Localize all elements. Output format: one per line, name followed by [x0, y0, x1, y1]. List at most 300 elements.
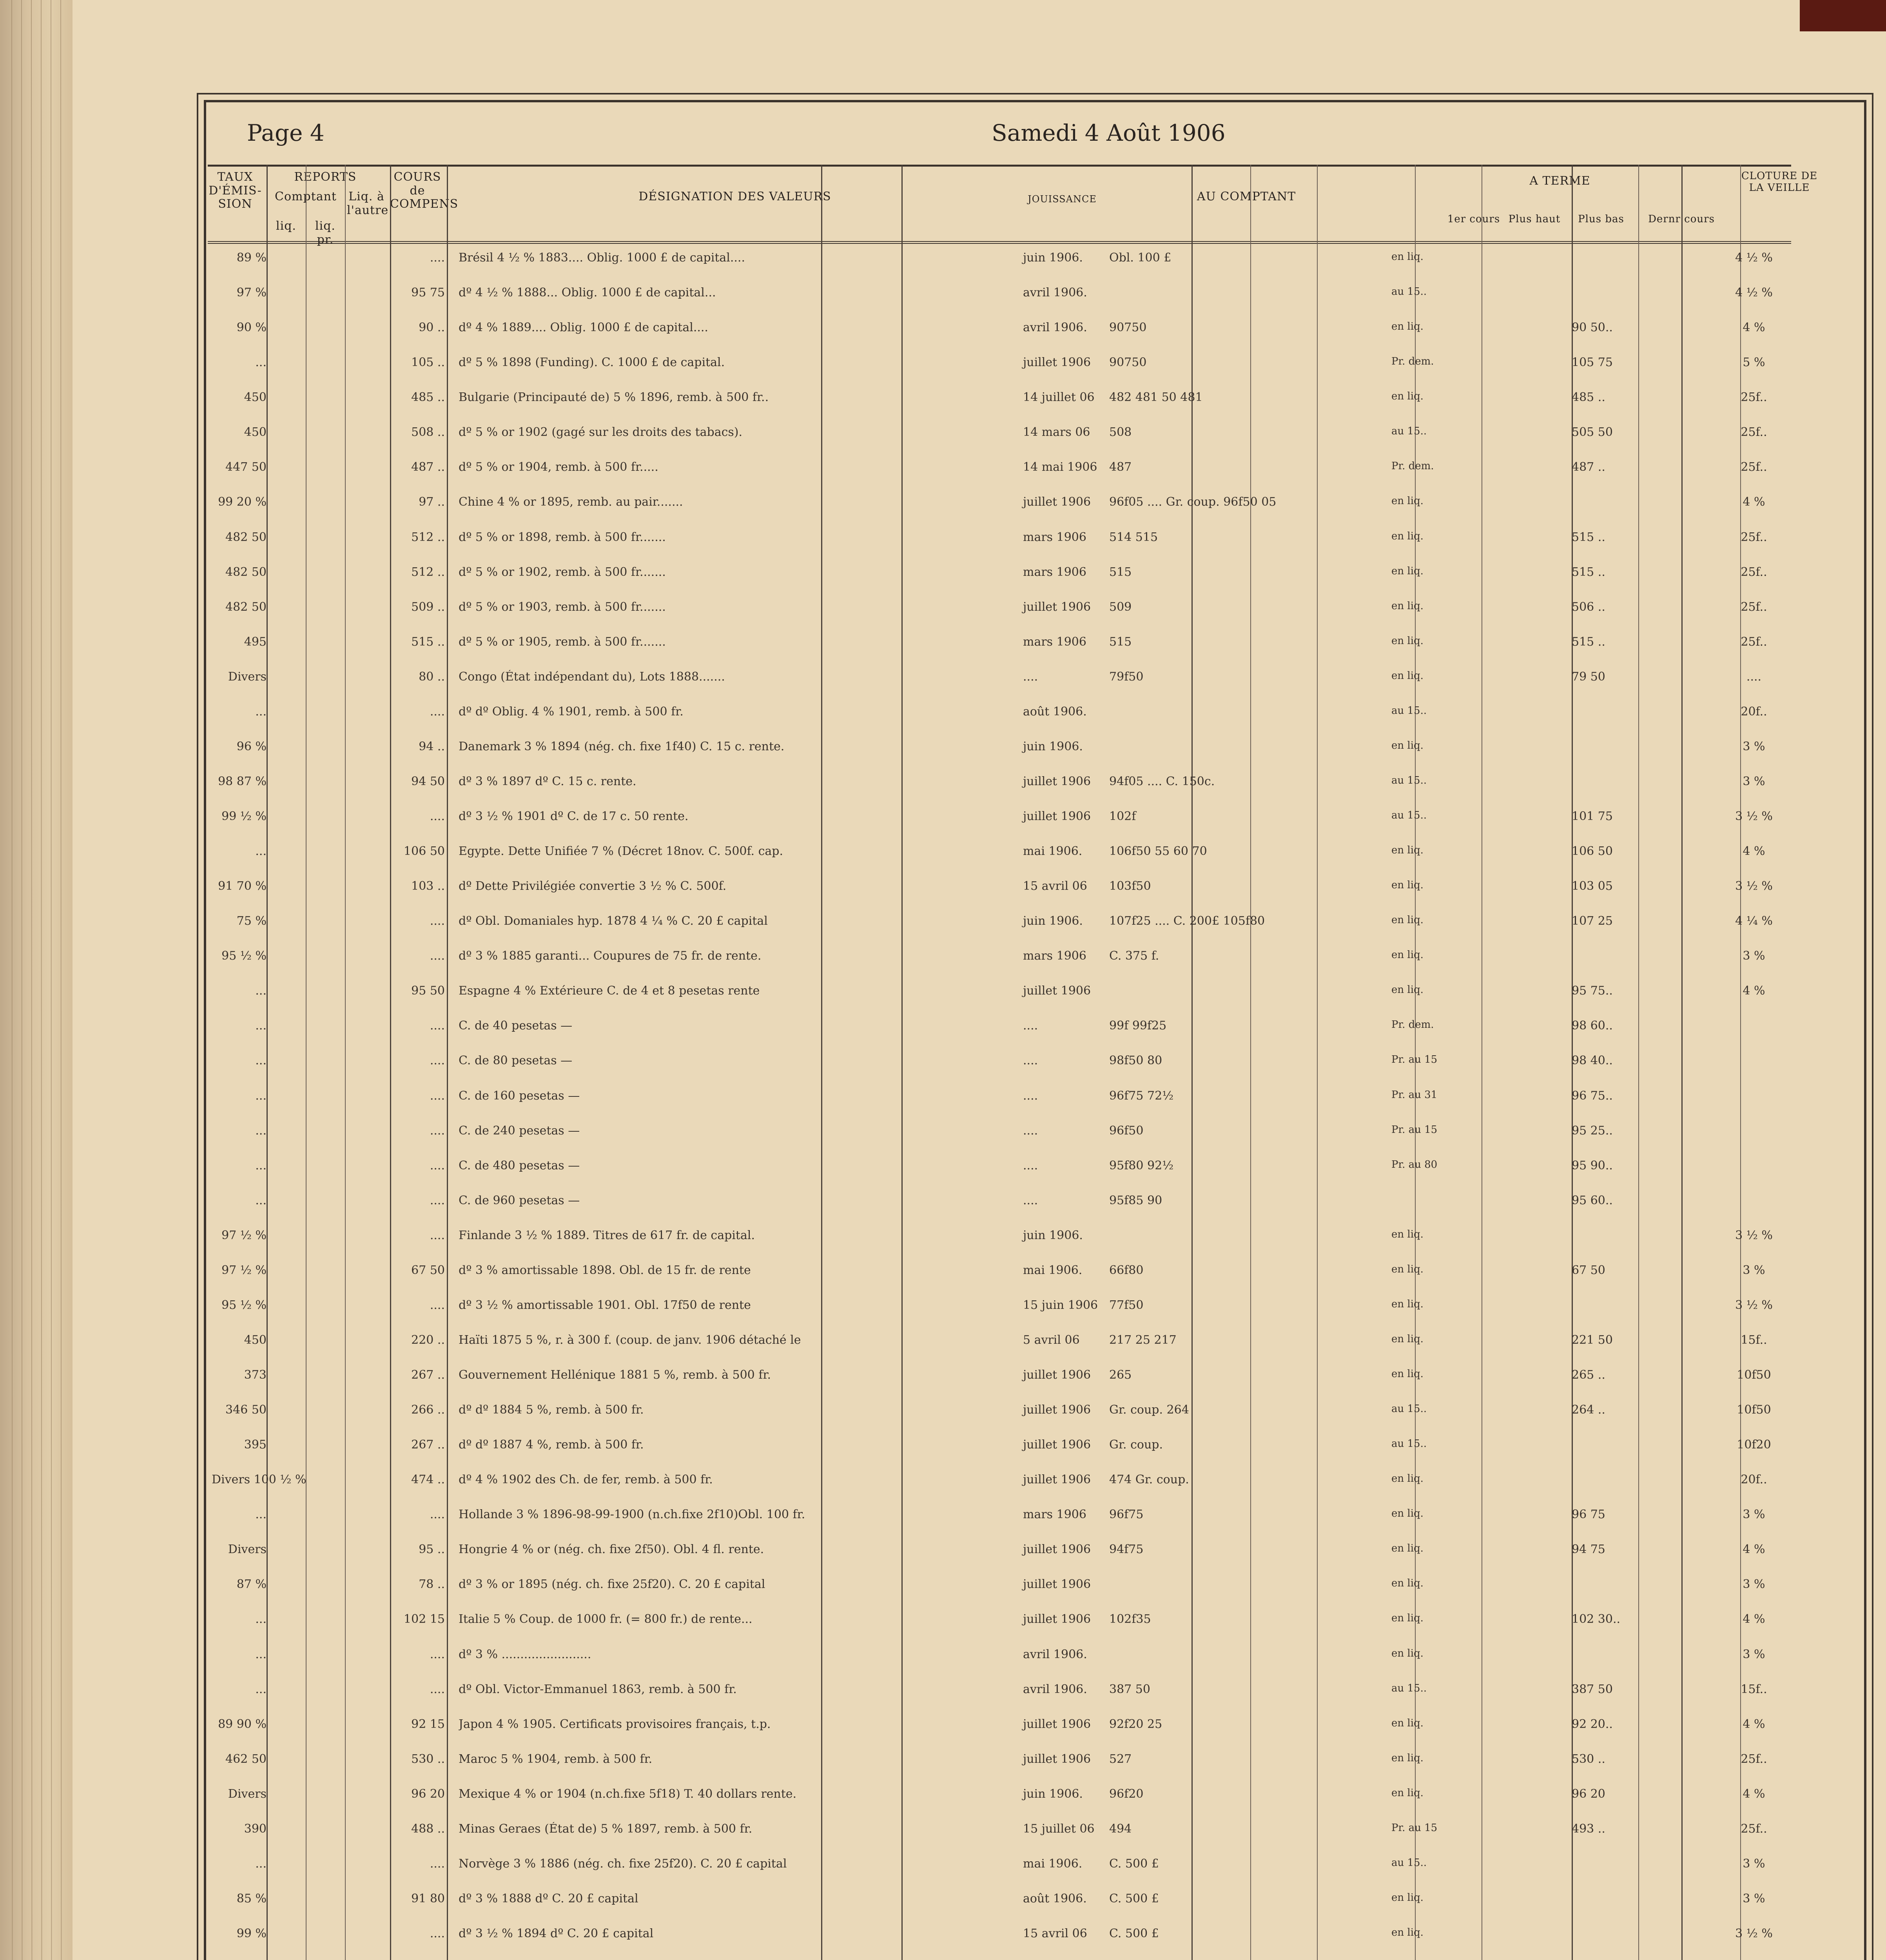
- book-fold: [0, 0, 73, 1960]
- cell-terme: au 15..: [1391, 425, 1427, 437]
- quotation-table: [208, 251, 1791, 1960]
- cell-taux: 90 %: [236, 321, 267, 334]
- cell-terme: Pr. au 15: [1391, 1054, 1438, 1065]
- cell-desig: Minas Geraes (État de) 5 % 1897, remb. à 500 fr.: [459, 1822, 753, 1836]
- cell-inter: ....: [1746, 670, 1762, 684]
- cell-desig: Danemark 3 % 1894 (nég. ch. fixe 1f40) C. 15 c. rente.: [459, 740, 785, 753]
- cell-cours: 512 ..: [411, 530, 445, 544]
- cell-terme: en liq.: [1391, 251, 1424, 263]
- table-row: [208, 1368, 1791, 1396]
- cell-clot: 515 ..: [1572, 635, 1605, 649]
- cell-inter: 3 ½ %: [1735, 1298, 1773, 1312]
- cell-jouis: ....: [1023, 1054, 1038, 1067]
- cell-compt: 494: [1109, 1822, 1132, 1836]
- cell-compt: 66f80: [1109, 1263, 1144, 1277]
- cell-cours: 78 ..: [419, 1577, 445, 1591]
- cell-clot: 67 50: [1572, 1263, 1605, 1277]
- cell-cours: ....: [430, 949, 445, 963]
- cell-cours: ....: [430, 1508, 445, 1521]
- table-row: [208, 984, 1791, 1011]
- cell-compt: 102f35: [1109, 1612, 1151, 1626]
- cell-taux: 373: [244, 1368, 267, 1382]
- cell-terme: en liq.: [1391, 670, 1424, 682]
- cell-cours: 485 ..: [411, 390, 445, 404]
- table-row: [208, 1159, 1791, 1186]
- cell-taux: Divers: [228, 670, 267, 684]
- cell-compt: 98f50 80: [1109, 1054, 1162, 1067]
- cell-clot: 94 75: [1572, 1543, 1605, 1556]
- cell-inter: 15f..: [1741, 1333, 1767, 1347]
- header-liq-pr: liq. pr.: [315, 219, 335, 247]
- cell-compt: Obl. 100 £: [1109, 251, 1171, 265]
- cell-cours: 95 ..: [419, 1543, 445, 1556]
- cell-compt: 515: [1109, 565, 1132, 579]
- cell-desig: dº 3 ½ % 1894 dº C. 20 £ capital: [459, 1927, 654, 1940]
- cell-cours: 267 ..: [411, 1438, 445, 1452]
- cell-terme: au 15..: [1391, 1438, 1427, 1450]
- cell-compt: 96f50: [1109, 1124, 1144, 1138]
- cell-jouis: 15 juillet 06: [1023, 1822, 1095, 1836]
- cell-inter: 25f..: [1741, 565, 1767, 579]
- cell-cours: 267 ..: [411, 1368, 445, 1382]
- table-row: [208, 1124, 1791, 1151]
- cell-taux: 99 ½ %: [221, 809, 267, 823]
- cell-compt: 514 515: [1109, 530, 1158, 544]
- cell-desig: Finlande 3 ½ % 1889. Titres de 617 fr. de capital.: [459, 1229, 755, 1242]
- cell-desig: dº 3 % 1885 garanti... Coupures de 75 fr. de rente.: [459, 949, 762, 963]
- cell-cours: 103 ..: [411, 879, 445, 893]
- cell-cours: 509 ..: [411, 600, 445, 614]
- cell-desig: dº 3 % 1888 dº C. 20 £ capital: [459, 1892, 638, 1906]
- cell-inter: 3 %: [1743, 1648, 1765, 1661]
- cell-inter: 10f50: [1737, 1403, 1771, 1417]
- table-row: [208, 1263, 1791, 1291]
- header-premier-cours: 1er cours: [1447, 213, 1500, 225]
- cell-desig: C. de 80 pesetas —: [459, 1054, 573, 1067]
- cell-inter: 25f..: [1741, 460, 1767, 474]
- table-row: [208, 914, 1791, 942]
- table-row: [208, 1822, 1791, 1849]
- cell-clot: 98 60..: [1572, 1019, 1613, 1033]
- cell-compt: 106f50 55 60 70: [1109, 844, 1207, 858]
- cell-inter: 4 ¼ %: [1735, 914, 1773, 928]
- cell-cours: 106 50: [404, 844, 445, 858]
- cell-compt: 94f05 .... C. 150c.: [1109, 775, 1215, 788]
- cell-compt: 90750: [1109, 321, 1147, 334]
- cell-cours: 474 ..: [411, 1473, 445, 1486]
- cell-desig: dº 4 % 1889.... Oblig. 1000 £ de capital....: [459, 321, 708, 334]
- cell-desig: dº dº 1887 4 %, remb. à 500 fr.: [459, 1438, 644, 1452]
- cell-taux: 450: [244, 390, 267, 404]
- cell-compt: 387 50: [1109, 1682, 1150, 1696]
- cell-terme: en liq.: [1391, 530, 1424, 542]
- table-row: [208, 1333, 1791, 1361]
- cell-desig: dº 3 % amortissable 1898. Obl. de 15 fr. de rente: [459, 1263, 751, 1277]
- cell-inter: 3 %: [1743, 1263, 1765, 1277]
- table-row: [208, 1787, 1791, 1815]
- header-a-terme: A TERME: [1529, 174, 1590, 188]
- cell-jouis: août 1906.: [1023, 1892, 1087, 1906]
- cell-compt: 96f75: [1109, 1508, 1144, 1521]
- cell-jouis: juillet 1906: [1023, 809, 1091, 823]
- cell-taux: ...: [255, 1857, 267, 1871]
- cell-clot: 103 05: [1572, 879, 1613, 893]
- cell-taux: ...: [255, 1682, 267, 1696]
- table-row: [208, 356, 1791, 383]
- cell-jouis: juillet 1906: [1023, 600, 1091, 614]
- cell-taux: 98 87 %: [218, 775, 267, 788]
- binding-tab: [1800, 0, 1886, 31]
- cell-jouis: avril 1906.: [1023, 1682, 1087, 1696]
- cell-taux: ...: [255, 1054, 267, 1067]
- cell-terme: au 15..: [1391, 1682, 1427, 1694]
- cell-cours: ....: [430, 1857, 445, 1871]
- cell-compt: 217 25 217: [1109, 1333, 1177, 1347]
- cell-cours: ....: [430, 1194, 445, 1207]
- cell-desig: dº 3 ½ % amortissable 1901. Obl. 17f50 de rente: [459, 1298, 751, 1312]
- cell-terme: Pr. au 15: [1391, 1822, 1438, 1834]
- table-row: [208, 1089, 1791, 1116]
- cell-inter: 4 %: [1743, 984, 1765, 998]
- cell-cours: ....: [430, 1927, 445, 1940]
- cell-compt: 508: [1109, 425, 1132, 439]
- cell-desig: dº 4 ½ % 1888... Oblig. 1000 £ de capital...: [459, 286, 716, 299]
- cell-inter: 4 %: [1743, 1717, 1765, 1731]
- cell-cours: ....: [430, 1682, 445, 1696]
- cell-compt: C. 375 f.: [1109, 949, 1159, 963]
- cell-desig: Espagne 4 % Extérieure C. de 4 et 8 pesetas rente: [459, 984, 760, 998]
- table-row: [208, 705, 1791, 732]
- cell-desig: dº 4 % 1902 des Ch. de fer, remb. à 500 fr.: [459, 1473, 713, 1486]
- cell-inter: 3 %: [1743, 949, 1765, 963]
- cell-jouis: ....: [1023, 1124, 1038, 1138]
- cell-clot: 96 20: [1572, 1787, 1605, 1801]
- cell-jouis: mars 1906: [1023, 530, 1086, 544]
- cell-jouis: mai 1906.: [1023, 1857, 1083, 1871]
- cell-jouis: juillet 1906: [1023, 1717, 1091, 1731]
- cell-jouis: ....: [1023, 1019, 1038, 1033]
- table-row: [208, 740, 1791, 767]
- cell-jouis: mars 1906: [1023, 635, 1086, 649]
- cell-desig: dº 5 % or 1904, remb. à 500 fr.....: [459, 460, 658, 474]
- cell-desig: Hongrie 4 % or (nég. ch. fixe 2f50). Obl. 4 fl. rente.: [459, 1543, 764, 1556]
- cell-compt: 94f75: [1109, 1543, 1144, 1556]
- cell-taux: 97 ½ %: [221, 1229, 267, 1242]
- cell-desig: Brésil 4 ½ % 1883.... Oblig. 1000 £ de capital....: [459, 251, 745, 265]
- cell-taux: 450: [244, 425, 267, 439]
- cell-cours: 91 80: [411, 1892, 445, 1906]
- cell-taux: 450: [244, 1333, 267, 1347]
- cell-taux: ...: [255, 844, 267, 858]
- cell-jouis: juillet 1906: [1023, 1543, 1091, 1556]
- cell-compt: 99f 99f25: [1109, 1019, 1167, 1033]
- table-row: [208, 286, 1791, 313]
- cell-cours: 94 ..: [419, 740, 445, 753]
- cell-clot: 487 ..: [1572, 460, 1605, 474]
- cell-inter: 3 ½ %: [1735, 1229, 1773, 1242]
- cell-inter: 3 %: [1743, 1577, 1765, 1591]
- cell-inter: 4 %: [1743, 321, 1765, 334]
- cell-terme: en liq.: [1391, 1333, 1424, 1345]
- cell-desig: C. de 960 pesetas —: [459, 1194, 580, 1207]
- cell-desig: Italie 5 % Coup. de 1000 fr. (= 800 fr.) de rente...: [459, 1612, 753, 1626]
- table-row: [208, 844, 1791, 872]
- cell-inter: 25f..: [1741, 600, 1767, 614]
- table-row: [208, 1752, 1791, 1780]
- cell-cours: 515 ..: [411, 635, 445, 649]
- cell-taux: ...: [255, 984, 267, 998]
- cell-clot: 505 50: [1572, 425, 1613, 439]
- cell-compt: 103f50: [1109, 879, 1151, 893]
- cell-inter: 3 %: [1743, 1508, 1765, 1521]
- cell-terme: en liq.: [1391, 1927, 1424, 1938]
- cell-inter: 25f..: [1741, 1752, 1767, 1766]
- cell-inter: 5 %: [1743, 356, 1765, 369]
- cell-clot: 95 60..: [1572, 1194, 1613, 1207]
- cell-inter: 4 ½ %: [1735, 251, 1773, 265]
- cell-inter: 25f..: [1741, 390, 1767, 404]
- cell-cours: ....: [430, 1054, 445, 1067]
- table-row: [208, 1648, 1791, 1675]
- cell-taux: ...: [255, 1159, 267, 1172]
- cell-terme: en liq.: [1391, 1473, 1424, 1485]
- cell-taux: 91 70 %: [218, 879, 267, 893]
- cell-terme: en liq.: [1391, 1648, 1424, 1659]
- cell-desig: dº 5 % or 1898, remb. à 500 fr.......: [459, 530, 666, 544]
- cell-taux: 482 50: [225, 600, 267, 614]
- cell-jouis: juillet 1906: [1023, 1612, 1091, 1626]
- cell-terme: en liq.: [1391, 879, 1424, 891]
- cell-desig: C. de 480 pesetas —: [459, 1159, 580, 1172]
- cell-clot: 105 75: [1572, 356, 1613, 369]
- table-row: [208, 1717, 1791, 1745]
- cell-clot: 515 ..: [1572, 565, 1605, 579]
- cell-terme: en liq.: [1391, 1717, 1424, 1729]
- cell-inter: 10f20: [1737, 1438, 1771, 1452]
- cell-terme: en liq.: [1391, 495, 1424, 507]
- header-cloture: CLOTURE DE LA VEILLE: [1741, 170, 1818, 194]
- cell-compt: Gr. coup.: [1109, 1438, 1163, 1452]
- cell-clot: 265 ..: [1572, 1368, 1605, 1382]
- cell-jouis: juin 1906.: [1023, 914, 1083, 928]
- table-row: [208, 879, 1791, 907]
- cell-jouis: juillet 1906: [1023, 1473, 1091, 1486]
- table-row: [208, 635, 1791, 662]
- cell-taux: 346 50: [225, 1403, 267, 1417]
- cell-clot: 79 50: [1572, 670, 1605, 684]
- cell-terme: Pr. dem.: [1391, 460, 1434, 472]
- cell-jouis: juin 1906.: [1023, 1229, 1083, 1242]
- cell-cours: 530 ..: [411, 1752, 445, 1766]
- table-row: [208, 1054, 1791, 1081]
- cell-inter: 4 ½ %: [1735, 286, 1773, 299]
- table-row: [208, 1508, 1791, 1535]
- cell-jouis: ....: [1023, 1089, 1038, 1103]
- cell-terme: Pr. dem.: [1391, 356, 1434, 367]
- cell-inter: 25f..: [1741, 1822, 1767, 1836]
- cell-desig: Gouvernement Hellénique 1881 5 %, remb. à 500 fr.: [459, 1368, 771, 1382]
- table-row: [208, 1892, 1791, 1919]
- table-row: [208, 600, 1791, 628]
- cell-jouis: 14 mai 1906: [1023, 460, 1097, 474]
- cell-terme: au 15..: [1391, 1857, 1427, 1869]
- header-jouissance: JOUISSANCE: [1028, 194, 1097, 205]
- cell-compt: 527: [1109, 1752, 1132, 1766]
- cell-taux: Divers 100 ½ %: [212, 1473, 306, 1486]
- cell-clot: 95 75..: [1572, 984, 1613, 998]
- cell-compt: 90750: [1109, 356, 1147, 369]
- cell-taux: 87 %: [236, 1577, 267, 1591]
- cell-jouis: ....: [1023, 1159, 1038, 1172]
- cell-terme: en liq.: [1391, 1229, 1424, 1240]
- header-dernier-cours: Dernr cours: [1648, 213, 1715, 225]
- cell-inter: 25f..: [1741, 530, 1767, 544]
- cell-taux: 95 ½ %: [221, 949, 267, 963]
- cell-cours: ....: [430, 1124, 445, 1138]
- cell-desig: dº dº 1884 5 %, remb. à 500 fr.: [459, 1403, 644, 1417]
- cell-inter: 10f50: [1737, 1368, 1771, 1382]
- header-liq-a-lautre: Liq. à l'autre: [347, 190, 389, 217]
- cell-desig: Maroc 5 % 1904, remb. à 500 fr.: [459, 1752, 653, 1766]
- cell-terme: au 15..: [1391, 286, 1427, 298]
- cell-jouis: 14 juillet 06: [1023, 390, 1095, 404]
- cell-clot: 107 25: [1572, 914, 1613, 928]
- cell-terme: en liq.: [1391, 321, 1424, 332]
- cell-compt: 77f50: [1109, 1298, 1144, 1312]
- cell-compt: C. 500 £: [1109, 1927, 1159, 1940]
- cell-terme: en liq.: [1391, 1263, 1424, 1275]
- cell-compt: 474 Gr. coup.: [1109, 1473, 1189, 1486]
- cell-taux: 85 %: [236, 1892, 267, 1906]
- cell-terme: Pr. au 31: [1391, 1089, 1438, 1101]
- cell-desig: Haïti 1875 5 %, r. à 300 f. (coup. de janv. 1906 détaché le: [459, 1333, 801, 1347]
- cell-cours: 508 ..: [411, 425, 445, 439]
- cell-taux: 96 %: [236, 740, 267, 753]
- cell-cours: 105 ..: [411, 356, 445, 369]
- cell-cours: ....: [430, 809, 445, 823]
- cell-terme: en liq.: [1391, 949, 1424, 961]
- cell-clot: 221 50: [1572, 1333, 1613, 1347]
- cell-cours: ....: [430, 914, 445, 928]
- table-row: [208, 495, 1791, 523]
- cell-inter: 3 %: [1743, 775, 1765, 788]
- cell-jouis: juillet 1906: [1023, 1403, 1091, 1417]
- cell-inter: 20f..: [1741, 1473, 1767, 1486]
- cell-inter: 4 %: [1743, 1543, 1765, 1556]
- cell-terme: en liq.: [1391, 1612, 1424, 1624]
- header-au-comptant: AU COMPTANT: [1197, 190, 1296, 203]
- cell-jouis: juillet 1906: [1023, 1368, 1091, 1382]
- cell-terme: en liq.: [1391, 984, 1424, 996]
- cell-taux: ...: [255, 1089, 267, 1103]
- cell-terme: en liq.: [1391, 740, 1424, 751]
- cell-compt: 107f25 .... C. 200£ 105f80: [1109, 914, 1265, 928]
- header-plus-bas: Plus bas: [1578, 213, 1624, 225]
- cell-inter: 4 %: [1743, 1787, 1765, 1801]
- cell-terme: Pr. au 80: [1391, 1159, 1438, 1171]
- table-row: [208, 321, 1791, 348]
- cell-cours: ....: [430, 1298, 445, 1312]
- table-row: [208, 1438, 1791, 1465]
- table-row: [208, 809, 1791, 837]
- cell-inter: 3 ½ %: [1735, 879, 1773, 893]
- table-row: [208, 390, 1791, 418]
- cell-jouis: juillet 1906: [1023, 356, 1091, 369]
- cell-terme: en liq.: [1391, 635, 1424, 647]
- cell-desig: dº Dette Privilégiée convertie 3 ½ % C. 500f.: [459, 879, 727, 893]
- cell-taux: 482 50: [225, 565, 267, 579]
- cell-terme: en liq.: [1391, 600, 1424, 612]
- cell-terme: en liq.: [1391, 1577, 1424, 1589]
- table-row: [208, 460, 1791, 488]
- cell-taux: 462 50: [225, 1752, 267, 1766]
- table-row: [208, 1577, 1791, 1605]
- cell-clot: 98 40..: [1572, 1054, 1613, 1067]
- table-row: [208, 1543, 1791, 1570]
- cell-jouis: août 1906.: [1023, 705, 1087, 719]
- cell-clot: 101 75: [1572, 809, 1613, 823]
- cell-clot: 485 ..: [1572, 390, 1605, 404]
- cell-terme: au 15..: [1391, 1403, 1427, 1415]
- cell-desig: dº dº Oblig. 4 % 1901, remb. à 500 fr.: [459, 705, 684, 719]
- cell-cours: 487 ..: [411, 460, 445, 474]
- cell-taux: ...: [255, 1508, 267, 1521]
- cell-compt: C. 500 £: [1109, 1892, 1159, 1906]
- cell-terme: en liq.: [1391, 1368, 1424, 1380]
- cell-cours: 95 50: [411, 984, 445, 998]
- cell-jouis: juillet 1906: [1023, 984, 1091, 998]
- cell-terme: en liq.: [1391, 1508, 1424, 1519]
- cell-jouis: 15 juin 1906: [1023, 1298, 1098, 1312]
- cell-compt: Gr. coup. 264: [1109, 1403, 1189, 1417]
- column-headers: [208, 165, 1818, 247]
- cell-desig: dº 5 % or 1902 (gagé sur les droits des tabacs).: [459, 425, 743, 439]
- cell-desig: dº Obl. Domaniales hyp. 1878 4 ¼ % C. 20 £ capital: [459, 914, 768, 928]
- table-row: [208, 1927, 1791, 1954]
- cell-clot: 96 75: [1572, 1508, 1605, 1521]
- cell-taux: Divers: [228, 1543, 267, 1556]
- cell-desig: C. de 160 pesetas —: [459, 1089, 580, 1103]
- cell-taux: 97 %: [236, 286, 267, 299]
- cell-terme: en liq.: [1391, 390, 1424, 402]
- cell-taux: ...: [255, 1612, 267, 1626]
- cell-taux: ...: [255, 1648, 267, 1661]
- table-row: [208, 425, 1791, 453]
- cell-jouis: mars 1906: [1023, 1508, 1086, 1521]
- cell-terme: en liq.: [1391, 565, 1424, 577]
- cell-terme: Pr. dem.: [1391, 1019, 1434, 1031]
- cell-clot: 102 30..: [1572, 1612, 1621, 1626]
- cell-taux: ...: [255, 1124, 267, 1138]
- cell-inter: 20f..: [1741, 705, 1767, 719]
- page-edges: [0, 0, 73, 1960]
- cell-taux: 395: [244, 1438, 267, 1452]
- cell-taux: ...: [255, 1194, 267, 1207]
- page-header: [157, 120, 1783, 155]
- cell-cours: 96 20: [411, 1787, 445, 1801]
- cell-clot: 515 ..: [1572, 530, 1605, 544]
- cell-taux: ...: [255, 356, 267, 369]
- cell-terme: au 15..: [1391, 705, 1427, 717]
- table-row: [208, 565, 1791, 593]
- header-plus-haut: Plus haut: [1508, 213, 1561, 225]
- cell-cours: ....: [430, 1159, 445, 1172]
- cell-jouis: juin 1906.: [1023, 1787, 1083, 1801]
- cell-compt: 102f: [1109, 809, 1136, 823]
- table-row: [208, 1298, 1791, 1326]
- table-row: [208, 1194, 1791, 1221]
- cell-desig: C. de 240 pesetas —: [459, 1124, 580, 1138]
